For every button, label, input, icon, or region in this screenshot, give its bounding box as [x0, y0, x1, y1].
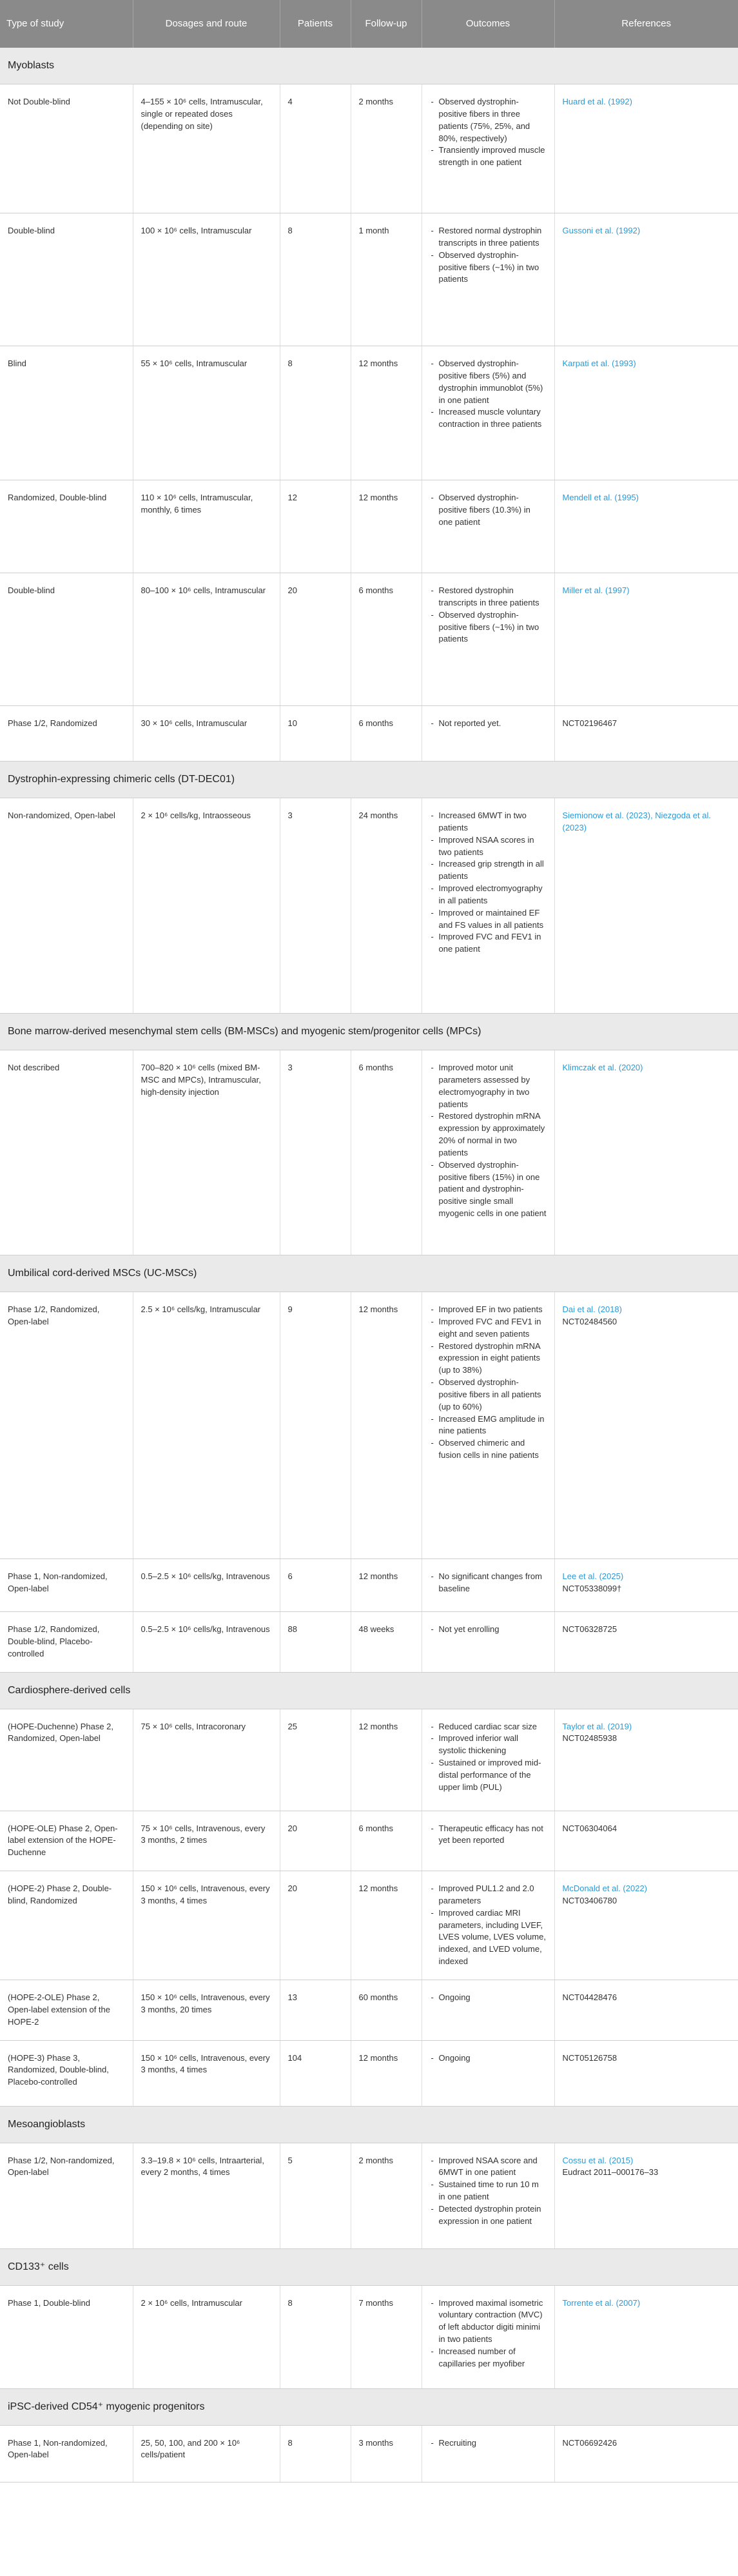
cell-follow-up: 24 months	[351, 798, 422, 1014]
table-row	[0, 1292, 738, 1559]
cell-patients: 3	[280, 1050, 351, 1255]
cell-references	[554, 1050, 738, 1255]
cell-outcomes	[422, 1980, 554, 2040]
cell-follow-up: 6 months	[351, 1811, 422, 1871]
cell-references	[554, 1292, 738, 1559]
outcomes-list	[430, 1304, 547, 1462]
section-title: Bone marrow-derived mesenchymal stem cells (BM-MSCs) and myogenic stem/progenitor cells (MPCs)	[0, 1014, 738, 1050]
outcome-item: - Observed dystrophin-positive fibers (10.3%) in one patient	[439, 492, 547, 529]
cell-patients: 20	[280, 1871, 351, 1980]
outcome-item: - Sustained or improved mid-distal performance of the upper limb (PUL)	[439, 1757, 547, 1794]
outcome-item: - Observed dystrophin-positive fibers in all patients (up to 60%)	[439, 1377, 547, 1413]
outcome-item: - Improved maximal isometric voluntary contraction (MVC) of left abductor digiti minimi in two patients	[439, 2297, 547, 2346]
cell-outcomes	[422, 2285, 554, 2388]
section-title: Dystrophin-expressing chimeric cells (DT-DEC01)	[0, 762, 738, 798]
cell-dosage-route: 150 × 10⁶ cells, Intravenous, every 3 months, 4 times	[133, 2040, 280, 2106]
reference-id: NCT05338099†	[562, 1583, 622, 1593]
cell-type-of-study: Phase 1/2, Randomized	[0, 706, 133, 762]
cell-outcomes	[422, 1292, 554, 1559]
cell-outcomes	[422, 2040, 554, 2106]
outcomes-list	[430, 810, 547, 956]
cell-type-of-study: Phase 1/2, Non-randomized, Open-label	[0, 2143, 133, 2248]
outcomes-list	[430, 1721, 547, 1794]
reference-id: NCT05126758	[562, 2052, 617, 2063]
outcomes-list	[430, 1062, 547, 1220]
cell-follow-up: 6 months	[351, 706, 422, 762]
cell-references	[554, 2425, 738, 2482]
reference-id: NCT03406780	[562, 1895, 617, 1905]
section-title: iPSC-derived CD54⁺ myogenic progenitors	[0, 2388, 738, 2425]
reference-link[interactable]: Cossu et al. (2015)	[562, 2155, 634, 2165]
cell-follow-up: 6 months	[351, 573, 422, 706]
section-title: Myoblasts	[0, 48, 738, 84]
cell-outcomes	[422, 1811, 554, 1871]
cell-follow-up: 12 months	[351, 346, 422, 480]
cell-dosage-route: 75 × 10⁶ cells, Intracoronary	[133, 1709, 280, 1811]
cell-type-of-study: (HOPE-2-OLE) Phase 2, Open-label extension of the HOPE-2	[0, 1980, 133, 2040]
outcome-item: - Improved motor unit parameters assessed by electromyography in two patients	[439, 1062, 547, 1110]
cell-references	[554, 1980, 738, 2040]
outcome-item: - Transiently improved muscle strength in one patient	[439, 144, 547, 169]
cell-patients: 8	[280, 346, 351, 480]
cell-patients: 20	[280, 573, 351, 706]
cell-follow-up: 48 weeks	[351, 1612, 422, 1673]
cell-follow-up: 12 months	[351, 2040, 422, 2106]
cell-type-of-study: Phase 1/2, Randomized, Open-label	[0, 1292, 133, 1559]
cell-follow-up: 6 months	[351, 1050, 422, 1255]
outcomes-list	[430, 358, 547, 431]
cell-outcomes	[422, 213, 554, 346]
table-row	[0, 1871, 738, 1980]
outcomes-list	[430, 2297, 547, 2370]
reference-id: NCT04428476	[562, 1992, 617, 2002]
cell-follow-up: 60 months	[351, 1980, 422, 2040]
reference-link[interactable]: Mendell et al. (1995)	[562, 493, 639, 502]
cell-outcomes	[422, 2143, 554, 2248]
cell-follow-up: 12 months	[351, 1871, 422, 1980]
outcome-item: - Improved PUL1.2 and 2.0 parameters	[439, 1883, 547, 1907]
cell-references	[554, 706, 738, 762]
reference-id: NCT06304064	[562, 1823, 617, 1833]
cell-dosage-route: 2 × 10⁶ cells, Intramuscular	[133, 2285, 280, 2388]
section-row	[0, 1672, 738, 1709]
outcomes-list	[430, 2155, 547, 2228]
reference-id: Eudract 2011–000176–33	[562, 2167, 659, 2178]
section-title: Umbilical cord-derived MSCs (UC-MSCs)	[0, 1255, 738, 1292]
outcomes-list	[430, 225, 547, 286]
outcome-item: - Reduced cardiac scar size	[439, 1721, 547, 1733]
outcome-item: - Improved EF in two patients	[439, 1304, 547, 1316]
reference-link[interactable]: Dai et al. (2018)	[562, 1304, 622, 1314]
outcomes-list	[430, 1992, 547, 2004]
cell-references	[554, 2040, 738, 2106]
reference-link[interactable]: Lee et al. (2025)	[562, 1571, 624, 1581]
reference-id: NCT02485938	[562, 1733, 617, 1744]
outcomes-list	[430, 585, 547, 645]
cell-outcomes	[422, 1871, 554, 1980]
outcome-item: - Observed dystrophin-positive fibers (15%) in one patient and dystrophin-positive single small myogenic cells in one patient	[439, 1159, 547, 1220]
section-row	[0, 2106, 738, 2143]
cell-dosage-route: 150 × 10⁶ cells, Intravenous, every 3 months, 4 times	[133, 1871, 280, 1980]
cell-type-of-study: (HOPE-2) Phase 2, Double-blind, Randomized	[0, 1871, 133, 1980]
outcomes-list	[430, 2052, 547, 2065]
cell-follow-up: 12 months	[351, 1709, 422, 1811]
cell-follow-up: 12 months	[351, 480, 422, 573]
table-row	[0, 346, 738, 480]
cell-type-of-study: Not described	[0, 1050, 133, 1255]
cell-follow-up: 2 months	[351, 2143, 422, 2248]
header-follow-up: Follow-up	[351, 0, 422, 48]
cell-type-of-study: Not Double-blind	[0, 84, 133, 213]
table-row	[0, 84, 738, 213]
cell-references	[554, 213, 738, 346]
cell-references	[554, 2143, 738, 2248]
cell-outcomes	[422, 1559, 554, 1612]
cell-dosage-route: 2.5 × 10⁶ cells/kg, Intramuscular	[133, 1292, 280, 1559]
cell-patients: 88	[280, 1612, 351, 1673]
cell-references	[554, 2285, 738, 2388]
cell-type-of-study: (HOPE-Duchenne) Phase 2, Randomized, Open-label	[0, 1709, 133, 1811]
outcome-item: - Therapeutic efficacy has not yet been reported	[439, 1823, 547, 1847]
table-row	[0, 2425, 738, 2482]
cell-outcomes	[422, 2425, 554, 2482]
cell-follow-up: 3 months	[351, 2425, 422, 2482]
cell-dosage-route: 0.5–2.5 × 10⁶ cells/kg, Intravenous	[133, 1612, 280, 1673]
table-row	[0, 1559, 738, 1612]
cell-follow-up: 2 months	[351, 84, 422, 213]
reference-link[interactable]: Gussoni et al. (1992)	[562, 226, 641, 235]
cell-type-of-study: Phase 1/2, Randomized, Double-blind, Placebo-controlled	[0, 1612, 133, 1673]
cell-type-of-study: Double-blind	[0, 213, 133, 346]
cell-dosage-route: 110 × 10⁶ cells, Intramuscular, monthly, 6 times	[133, 480, 280, 573]
cell-type-of-study: Phase 1, Non-randomized, Open-label	[0, 2425, 133, 2482]
outcome-item: - Improved inferior wall systolic thickening	[439, 1733, 547, 1757]
reference-id: NCT02196467	[562, 718, 617, 728]
outcome-item: - Increased number of capillaries per myofiber	[439, 2346, 547, 2370]
outcome-item: - Improved cardiac MRI parameters, including LVEF, LVES volume, LVES volume, indexed, and LVED volume, indexed	[439, 1907, 547, 1968]
cell-type-of-study: Blind	[0, 346, 133, 480]
outcome-item: - Observed dystrophin-positive fibers (~1%) in two patients	[439, 250, 547, 286]
section-title: CD133⁺ cells	[0, 2248, 738, 2285]
outcomes-list	[430, 1883, 547, 1968]
cell-references	[554, 1709, 738, 1811]
cell-references	[554, 1811, 738, 1871]
cell-type-of-study: Non-randomized, Open-label	[0, 798, 133, 1014]
table-row	[0, 1980, 738, 2040]
cell-dosage-route: 55 × 10⁶ cells, Intramuscular	[133, 346, 280, 480]
cell-patients: 25	[280, 1709, 351, 1811]
header-type-of-study: Type of study	[0, 0, 133, 48]
outcome-item: - Improved FVC and FEV1 in one patient	[439, 931, 547, 956]
table-row	[0, 2143, 738, 2248]
cell-patients: 9	[280, 1292, 351, 1559]
cell-dosage-route: 700–820 × 10⁶ cells (mixed BM-MSC and MPCs), Intramuscular, high-density injection	[133, 1050, 280, 1255]
reference-link[interactable]: Torrente et al. (2007)	[562, 2297, 641, 2308]
cell-dosage-route: 25, 50, 100, and 200 × 10⁶ cells/patient	[133, 2425, 280, 2482]
outcome-item: - Restored dystrophin transcripts in three patients	[439, 585, 547, 609]
header-patients: Patients	[280, 0, 351, 48]
outcomes-list	[430, 1571, 547, 1595]
table-row	[0, 1811, 738, 1871]
cell-references	[554, 84, 738, 213]
outcome-item: - Improved FVC and FEV1 in eight and seven patients	[439, 1316, 547, 1341]
section-title: Mesoangioblasts	[0, 2106, 738, 2143]
cell-dosage-route: 75 × 10⁶ cells, Intravenous, every 3 months, 2 times	[133, 1811, 280, 1871]
table-row	[0, 1709, 738, 1811]
section-row	[0, 2388, 738, 2425]
cell-dosage-route: 80–100 × 10⁶ cells, Intramuscular	[133, 573, 280, 706]
outcomes-list	[430, 2437, 547, 2450]
cell-references	[554, 1612, 738, 1673]
header-outcomes: Outcomes	[422, 0, 554, 48]
outcome-item: - Improved NSAA score and 6MWT in one patient	[439, 2155, 547, 2179]
cell-dosage-route: 100 × 10⁶ cells, Intramuscular	[133, 213, 280, 346]
outcome-item: - Improved NSAA scores in two patients	[439, 834, 547, 859]
reference-link[interactable]: Klimczak et al. (2020)	[562, 1063, 643, 1072]
cell-references	[554, 346, 738, 480]
reference-link[interactable]: Miller et al. (1997)	[562, 585, 630, 595]
table-header	[0, 0, 738, 48]
outcome-item: - Not reported yet.	[439, 718, 547, 730]
cell-outcomes	[422, 706, 554, 762]
cell-dosage-route: 150 × 10⁶ cells, Intravenous, every 3 months, 20 times	[133, 1980, 280, 2040]
outcome-item: - Ongoing	[439, 2052, 547, 2065]
table-row	[0, 2040, 738, 2106]
outcome-item: - Observed dystrophin-positive fibers in three patients (75%, 25%, and 80%, respectively)	[439, 96, 547, 144]
outcomes-list	[430, 96, 547, 169]
outcomes-list	[430, 1823, 547, 1847]
cell-patients: 8	[280, 2285, 351, 2388]
outcome-item: - Restored dystrophin mRNA expression in eight patients (up to 38%)	[439, 1341, 547, 1377]
section-row	[0, 48, 738, 84]
table-body	[0, 48, 738, 2482]
header-dosages-and-route: Dosages and route	[133, 0, 280, 48]
section-row	[0, 2248, 738, 2285]
cell-dosage-route: 2 × 10⁶ cells/kg, Intraosseous	[133, 798, 280, 1014]
cell-references	[554, 1559, 738, 1612]
table-row	[0, 573, 738, 706]
cell-outcomes	[422, 346, 554, 480]
outcome-item: - Observed chimeric and fusion cells in nine patients	[439, 1437, 547, 1462]
outcome-item: - Recruiting	[439, 2437, 547, 2450]
table-row	[0, 480, 738, 573]
cell-dosage-route: 4–155 × 10⁶ cells, Intramuscular, single or repeated doses (depending on site)	[133, 84, 280, 213]
section-row	[0, 762, 738, 798]
cell-references	[554, 480, 738, 573]
outcome-item: - Increased grip strength in all patients	[439, 858, 547, 883]
cell-references	[554, 573, 738, 706]
cell-outcomes	[422, 1709, 554, 1811]
cell-patients: 5	[280, 2143, 351, 2248]
cell-outcomes	[422, 84, 554, 213]
cell-patients: 13	[280, 1980, 351, 2040]
reference-id: NCT06328725	[562, 1624, 617, 1634]
cell-outcomes	[422, 1050, 554, 1255]
outcomes-list	[430, 718, 547, 730]
table-row	[0, 2285, 738, 2388]
cell-patients: 20	[280, 1811, 351, 1871]
cell-type-of-study: Phase 1, Non-randomized, Open-label	[0, 1559, 133, 1612]
outcome-item: - Restored dystrophin mRNA expression by approximately 20% of normal in two patients	[439, 1110, 547, 1159]
outcome-item: - Detected dystrophin protein expression in one patient	[439, 2203, 547, 2228]
cell-type-of-study: Phase 1, Double-blind	[0, 2285, 133, 2388]
cell-type-of-study: (HOPE-OLE) Phase 2, Open-label extension of the HOPE-Duchenne	[0, 1811, 133, 1871]
table-row	[0, 1612, 738, 1673]
cell-dosage-route: 3.3–19.8 × 10⁶ cells, Intraarterial, every 2 months, 4 times	[133, 2143, 280, 2248]
outcome-item: - Ongoing	[439, 1992, 547, 2004]
reference-id: NCT02484560	[562, 1316, 617, 1326]
reference-id: NCT06692426	[562, 2437, 617, 2448]
outcome-item: - Improved electromyography in all patients	[439, 883, 547, 907]
reference-link[interactable]: Taylor et al. (2019)	[562, 1721, 632, 1731]
reference-link[interactable]: Karpati et al. (1993)	[562, 359, 636, 368]
cell-follow-up: 7 months	[351, 2285, 422, 2388]
cell-patients: 8	[280, 2425, 351, 2482]
cell-patients: 4	[280, 84, 351, 213]
outcome-item: - Not yet enrolling	[439, 1624, 547, 1636]
section-row	[0, 1014, 738, 1050]
outcome-item: - Improved or maintained EF and FS values in all patients	[439, 907, 547, 932]
outcomes-list	[430, 1624, 547, 1636]
cell-outcomes	[422, 798, 554, 1014]
outcome-item: - Increased muscle voluntary contraction in three patients	[439, 406, 547, 431]
cell-outcomes	[422, 1612, 554, 1673]
section-row	[0, 1255, 738, 1292]
cell-follow-up: 12 months	[351, 1292, 422, 1559]
outcome-item: - No significant changes from baseline	[439, 1571, 547, 1595]
outcome-item: - Observed dystrophin-positive fibers (5%) and dystrophin immunoblot (5%) in one patient	[439, 358, 547, 406]
cell-follow-up: 12 months	[351, 1559, 422, 1612]
cell-patients: 104	[280, 2040, 351, 2106]
cell-dosage-route: 30 × 10⁶ cells, Intramuscular	[133, 706, 280, 762]
reference-link[interactable]: McDonald et al. (2022)	[562, 1883, 648, 1894]
section-title: Cardiosphere-derived cells	[0, 1672, 738, 1709]
table-row	[0, 1050, 738, 1255]
cell-references	[554, 1871, 738, 1980]
outcome-item: - Increased EMG amplitude in nine patients	[439, 1413, 547, 1438]
cell-patients: 6	[280, 1559, 351, 1612]
cell-outcomes	[422, 573, 554, 706]
reference-link[interactable]: Siemionow et al. (2023), Niezgoda et al. (2023)	[562, 811, 712, 832]
outcome-item: - Observed dystrophin-positive fibers (~1%) in two patients	[439, 609, 547, 646]
cell-patients: 3	[280, 798, 351, 1014]
cell-type-of-study: Randomized, Double-blind	[0, 480, 133, 573]
table-row	[0, 706, 738, 762]
table-row	[0, 213, 738, 346]
outcome-item: - Sustained time to run 10 m in one patient	[439, 2179, 547, 2203]
outcome-item: - Increased 6MWT in two patients	[439, 810, 547, 834]
cell-type-of-study: Double-blind	[0, 573, 133, 706]
cell-dosage-route: 0.5–2.5 × 10⁶ cells/kg, Intravenous	[133, 1559, 280, 1612]
reference-link[interactable]: Huard et al. (1992)	[562, 97, 632, 106]
cell-references	[554, 798, 738, 1014]
table-row	[0, 798, 738, 1014]
header-references: References	[554, 0, 738, 48]
cell-outcomes	[422, 480, 554, 573]
cell-patients: 10	[280, 706, 351, 762]
outcome-item: - Restored normal dystrophin transcripts in three patients	[439, 225, 547, 250]
cell-patients: 8	[280, 213, 351, 346]
cell-type-of-study: (HOPE-3) Phase 3, Randomized, Double-blind, Placebo-controlled	[0, 2040, 133, 2106]
outcomes-list	[430, 492, 547, 529]
cell-patients: 12	[280, 480, 351, 573]
cell-follow-up: 1 month	[351, 213, 422, 346]
